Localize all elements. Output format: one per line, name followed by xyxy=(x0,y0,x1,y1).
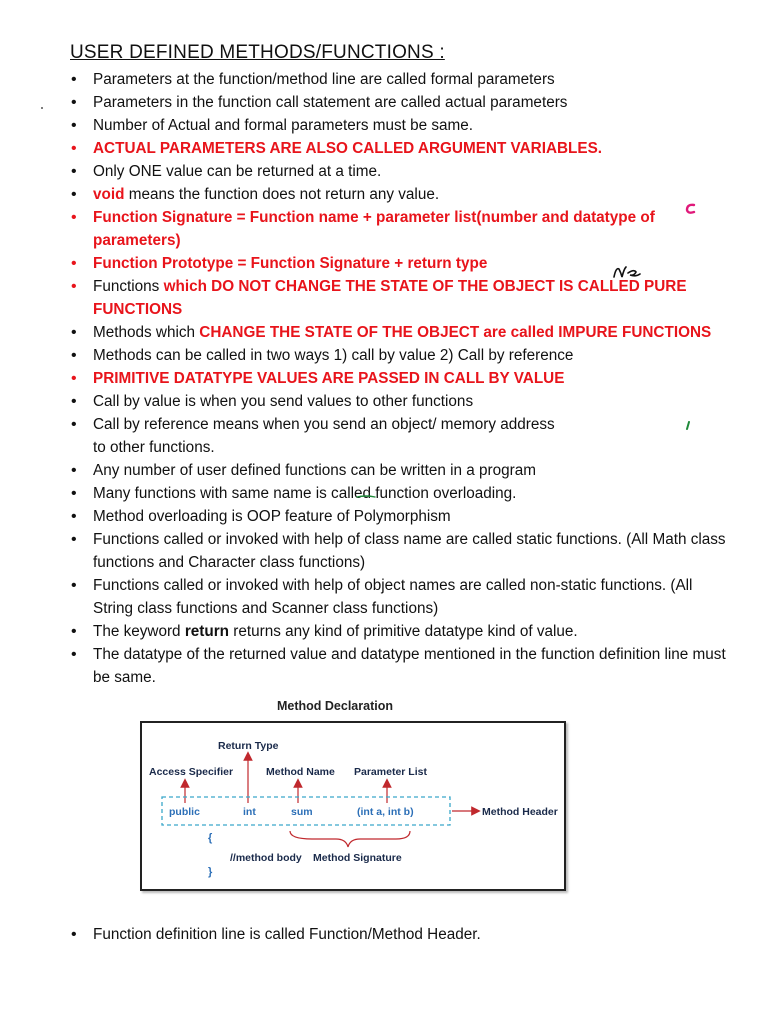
bullet-list xyxy=(70,68,730,689)
list-item: • Call by reference means when you send an object/ memory address to other functions. xyxy=(70,413,730,459)
tiny-dot-mark xyxy=(40,106,44,110)
kw-params: (int a, int b) xyxy=(357,806,414,818)
black-scribble-mark xyxy=(612,263,642,279)
list-item: • The datatype of the returned value and datatype mentioned in the function definition line must be same. xyxy=(70,643,730,689)
label-method-signature: Method Signature xyxy=(313,852,402,864)
list-item: • Function definition line is called Function/Method Header. xyxy=(70,923,730,946)
signature-brace xyxy=(290,831,410,847)
label-method-header: Method Header xyxy=(482,806,558,818)
list-item: • Parameters in the function call statement are called actual parameters xyxy=(70,91,730,114)
list-item: • Functions called or invoked with help of object names are called non-static functions. (All String class functions and Scanner class functions) xyxy=(70,574,730,620)
green-underline-mark xyxy=(356,494,376,500)
list-item: • Methods can be called in two ways 1) call by value 2) Call by reference xyxy=(70,344,730,367)
list-item: • Function Prototype = Function Signature + return type xyxy=(70,252,730,275)
list-item: • Functions called or invoked with help of class name are called static functions. (All Math class functions and Character class functions) xyxy=(70,528,730,574)
kw-int: int xyxy=(243,806,256,818)
label-method-name: Method Name xyxy=(266,766,335,778)
diagram-canvas xyxy=(142,723,568,893)
bullet-list-footer xyxy=(70,923,730,946)
list-item: • Number of Actual and formal parameters must be same. xyxy=(70,114,730,137)
list-item: • PRIMITIVE DATATYPE VALUES ARE PASSED IN CALL BY VALUE xyxy=(70,367,730,390)
list-item: • Functions which DO NOT CHANGE THE STATE OF THE OBJECT IS CALLED PURE FUNCTIONS xyxy=(70,275,730,321)
label-access-specifier: Access Specifier xyxy=(149,766,234,778)
list-item: • Call by value is when you send values to other functions xyxy=(70,390,730,413)
green-tick-mark xyxy=(684,421,692,431)
diagram-title: Method Declaration xyxy=(277,699,393,713)
label-parameter-list: Parameter List xyxy=(354,766,427,778)
kw-sum: sum xyxy=(291,806,313,818)
list-item: • Parameters at the function/method line are called formal parameters xyxy=(70,68,730,91)
list-item: • Function Signature = Function name + parameter list(number and datatype of parameters) xyxy=(70,206,730,252)
list-item: • Methods which CHANGE THE STATE OF THE OBJECT are called IMPURE FUNCTIONS xyxy=(70,321,730,344)
open-brace: { xyxy=(208,832,213,844)
label-return-type: Return Type xyxy=(218,740,279,752)
pink-scribble-mark xyxy=(684,202,698,216)
kw-public: public xyxy=(169,806,200,818)
list-item: • Many functions with same name is called function overloading. xyxy=(70,482,730,505)
label-method-body: //method body xyxy=(230,852,302,864)
close-brace: } xyxy=(208,866,213,878)
list-item: • The keyword return returns any kind of primitive datatype kind of value. xyxy=(70,620,730,643)
page-title: USER DEFINED METHODS/FUNCTIONS : xyxy=(70,42,445,63)
list-item: • ACTUAL PARAMETERS ARE ALSO CALLED ARGUMENT VARIABLES. xyxy=(70,137,730,160)
method-declaration-diagram xyxy=(140,721,566,891)
list-item: • Only ONE value can be returned at a time. xyxy=(70,160,730,183)
list-item: • Method overloading is OOP feature of Polymorphism xyxy=(70,505,730,528)
list-item: • void means the function does not return any value. xyxy=(70,183,730,206)
list-item: • Any number of user defined functions can be written in a program xyxy=(70,459,730,482)
